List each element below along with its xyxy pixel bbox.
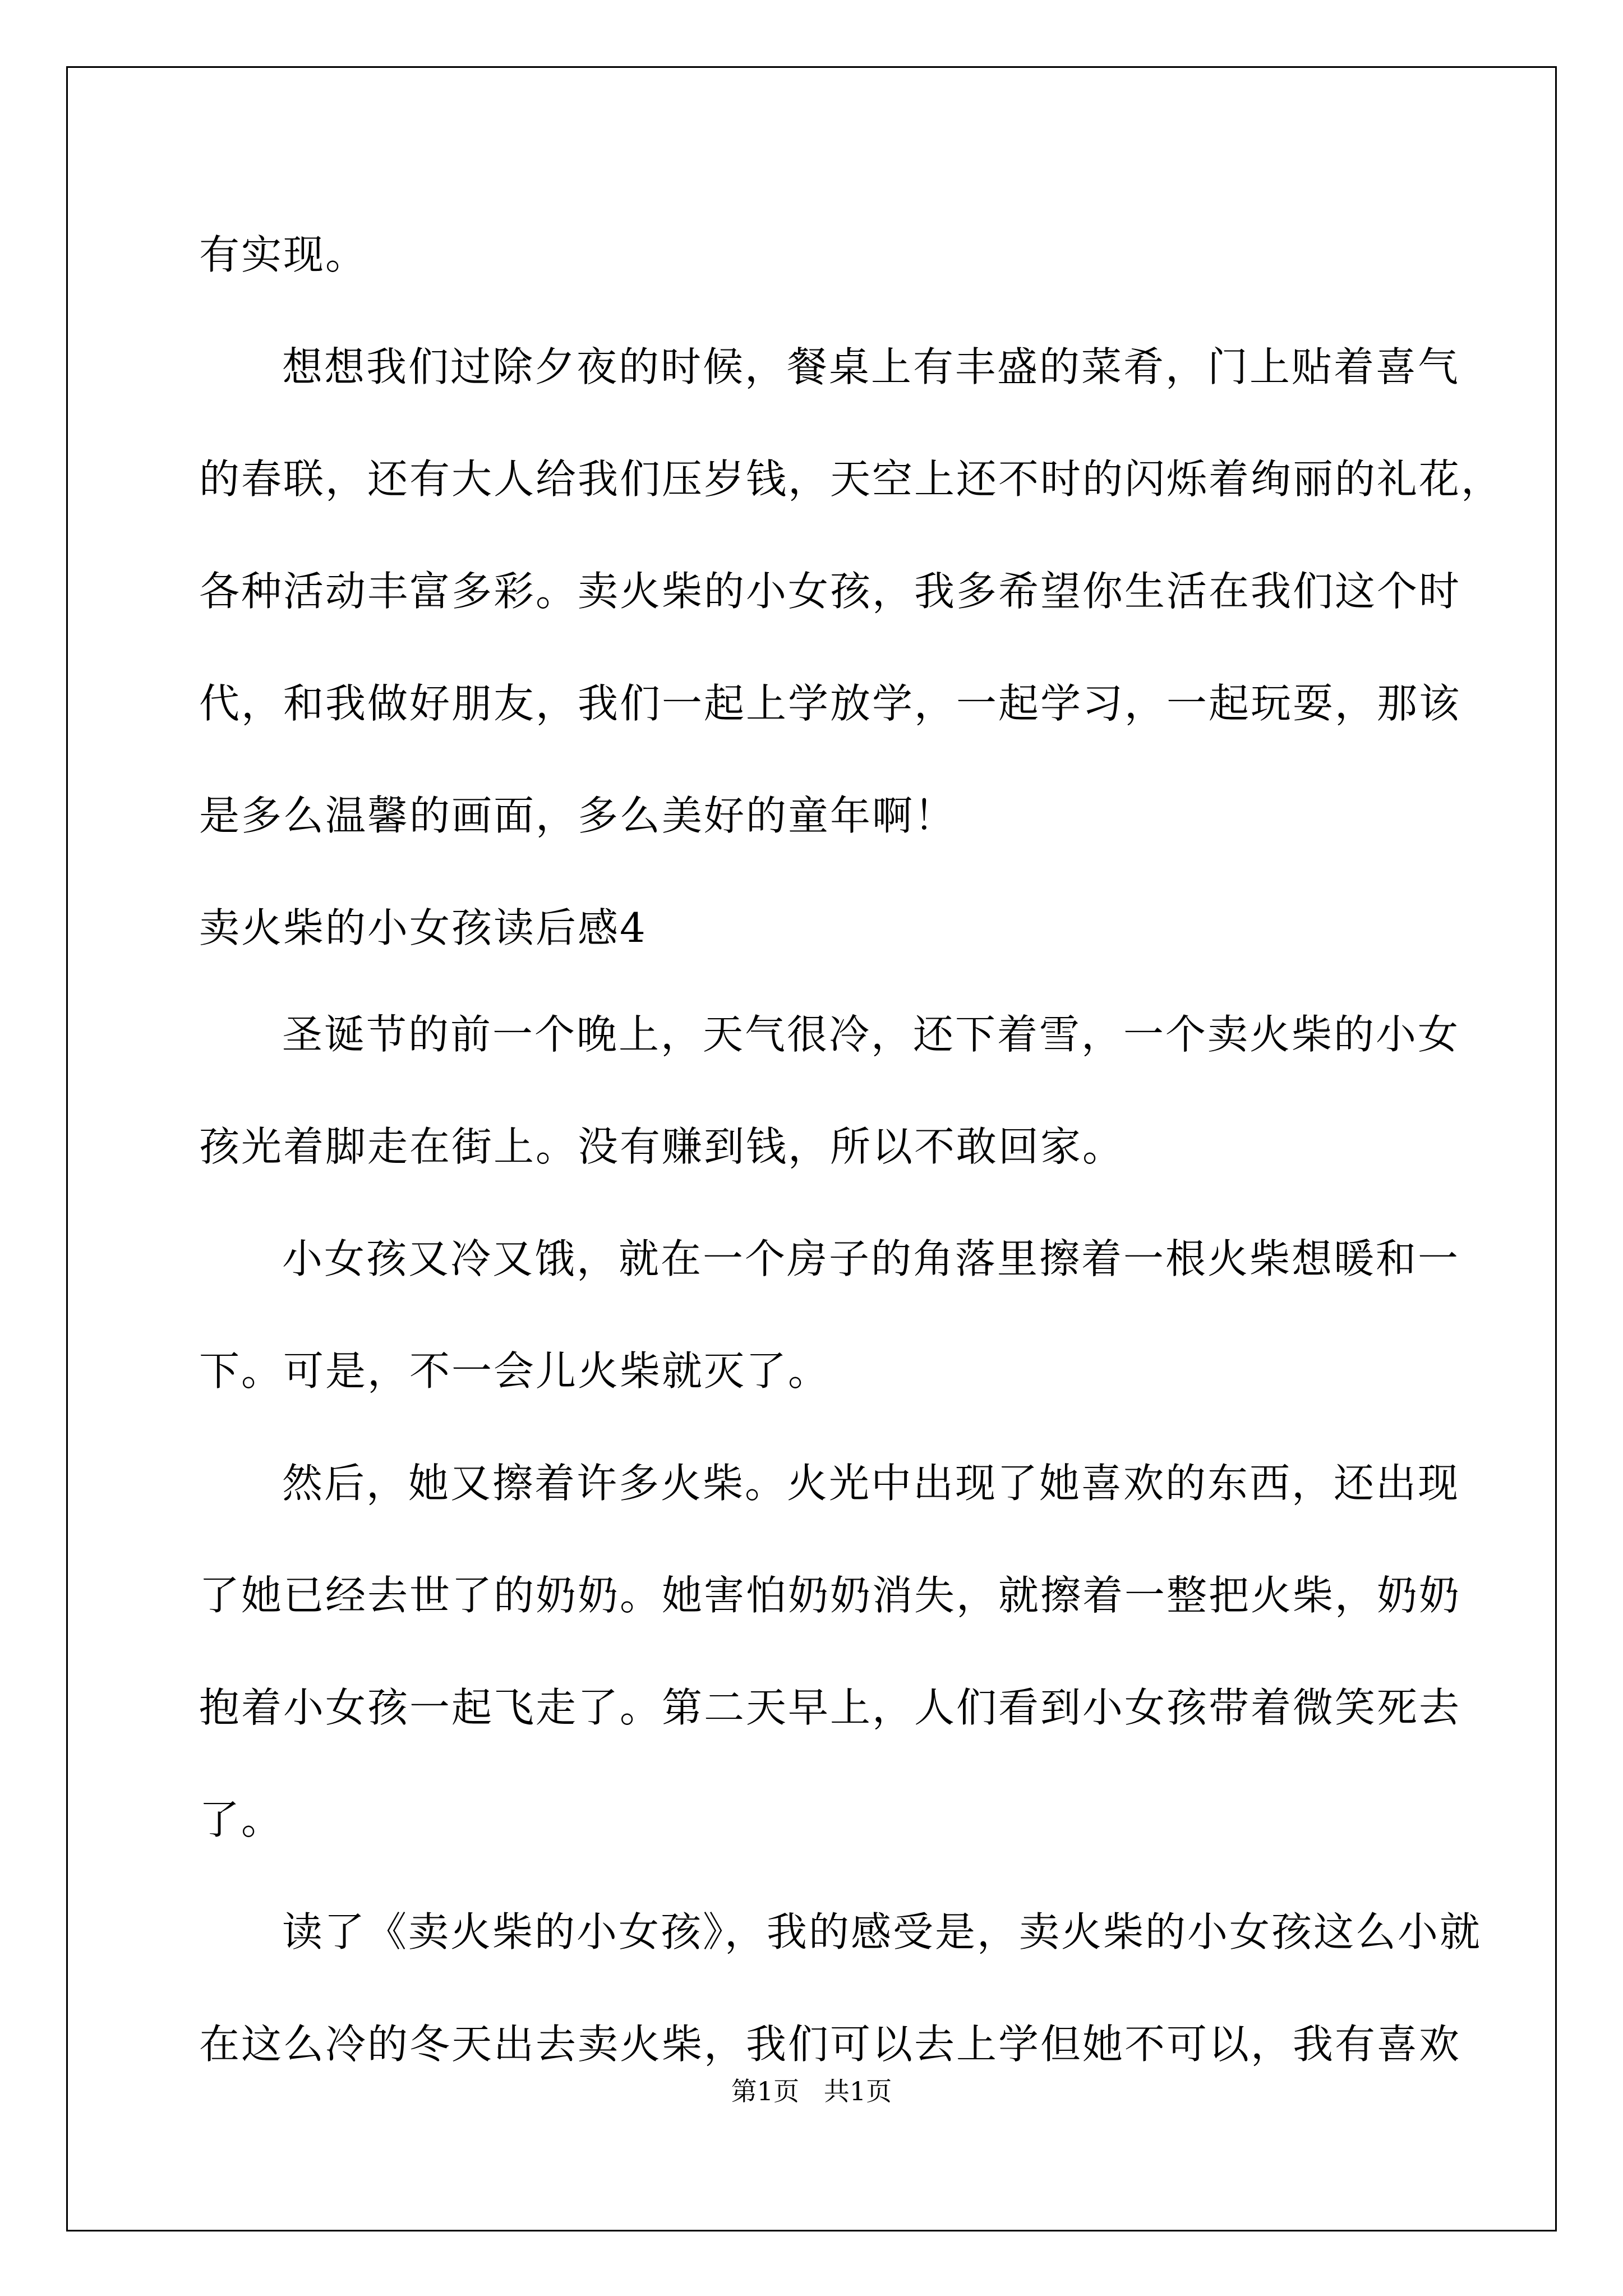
- paragraph-line: 孩光着脚走在街上。没有赚到钱，所以不敢回家。: [199, 1123, 1125, 1170]
- paragraph-line: 小女孩又冷又饿，就在一个房子的角落里擦着一根火柴想暖和一: [282, 1235, 1460, 1282]
- paragraph-line: 各种活动丰富多彩。卖火柴的小女孩，我多希望你生活在我们这个时: [199, 568, 1461, 615]
- page-footer: 第1页 共1页: [731, 2076, 892, 2106]
- paragraph-line: 圣诞节的前一个晚上，天气很冷，还下着雪，一个卖火柴的小女: [282, 1011, 1460, 1058]
- paragraph-line: 是多么温馨的画面，多么美好的童年啊！: [199, 792, 957, 839]
- paragraph-line: 然后，她又擦着许多火柴。火光中出现了她喜欢的东西，还出现: [282, 1460, 1460, 1507]
- document-body: [199, 220, 1504, 2122]
- paragraph-line: 了她已经去世了的奶奶。她害怕奶奶消失，就擦着一整把火柴，奶奶: [199, 1572, 1461, 1619]
- paragraph-line: 的春联，还有大人给我们压岁钱，天空上还不时的闪烁着绚丽的礼花，: [199, 455, 1504, 503]
- paragraph-line: 在这么冷的冬天出去卖火柴，我们可以去上学但她不可以，我有喜欢: [199, 2021, 1461, 2068]
- paragraph-line: 了。: [199, 1796, 284, 1843]
- paragraph-line: 下。可是，不一会儿火柴就灭了。: [199, 1347, 831, 1395]
- section-heading: 卖火柴的小女孩读后感4: [199, 904, 647, 951]
- paragraph-line: 代，和我做好朋友，我们一起上学放学，一起学习，一起玩耍，那该: [199, 680, 1461, 727]
- paragraph-line: 想想我们过除夕夜的时候，餐桌上有丰盛的菜肴，门上贴着喜气: [282, 343, 1460, 390]
- paragraph-line: 读了《卖火柴的小女孩》，我的感受是，卖火柴的小女孩这么小就: [282, 1908, 1482, 1955]
- paragraph-line: 有实现。: [199, 231, 368, 278]
- paragraph-line: 抱着小女孩一起飞走了。第二天早上，人们看到小女孩带着微笑死去: [199, 1684, 1461, 1731]
